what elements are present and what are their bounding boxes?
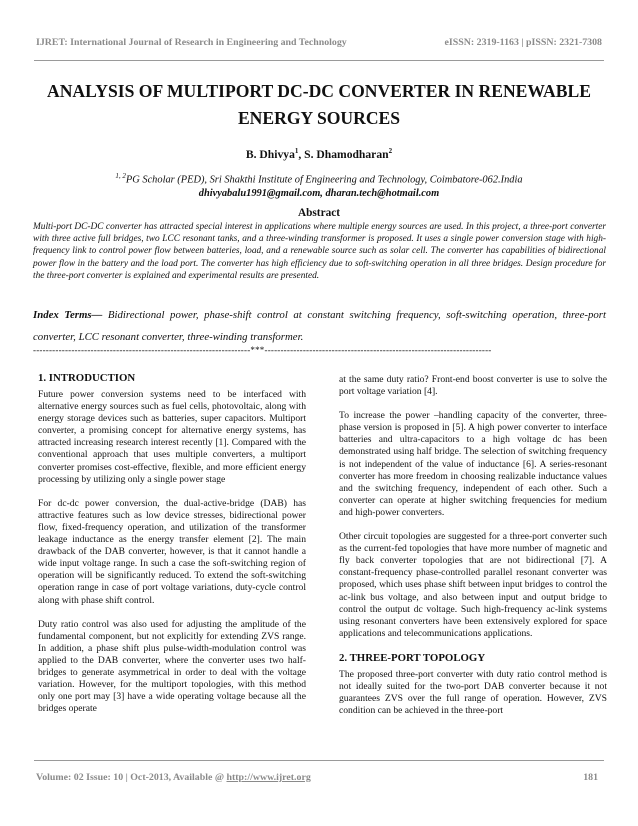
affiliation-superscript: 1, 2 xyxy=(115,172,126,180)
section-divider: --------------------------------------------------------------------***----------------------------------------------------------------------- xyxy=(33,345,492,355)
journal-name: IJRET: International Journal of Research in Engineering and Technology xyxy=(36,37,347,48)
affiliation-block xyxy=(40,169,598,201)
issn-info: eISSN: 2319-1163 | pISSN: 2321-7308 xyxy=(444,37,602,48)
author-line xyxy=(40,147,598,161)
index-terms-text: Bidirectional power, phase-shift control at constant switching frequency, soft-switching operation, three-port converter, LCC resonant converter, three-winding transformer. xyxy=(33,309,606,343)
author-superscript: 2 xyxy=(388,147,393,155)
abstract-heading: Abstract xyxy=(297,207,341,219)
header-rule xyxy=(34,60,604,61)
body-paragraph: at the same duty ratio? Front-end boost converter is use to solve the port voltage variation [4]. xyxy=(339,374,607,398)
author-superscript: 1 xyxy=(294,147,299,155)
body-paragraph: Future power conversion systems need to be interfaced with alternative energy sources such as fuel cells, photovoltaic, along with energy storage devices such as batteries, super capacitors. Multiport converter, a promising concept for alternative energy systems, has attracted increasing research interest recently [1]. Compared with the conventional approach that uses multiple converters, a multiport converter promises cost-effective, flexible, and more efficient energy processing by utilizing only a single power stage xyxy=(38,389,306,485)
author-separator: , xyxy=(298,147,305,161)
footer-rule xyxy=(34,760,604,761)
index-terms-label: Index Terms— xyxy=(33,309,103,321)
author-name: B. Dhivya xyxy=(245,147,295,161)
paper-title: ANALYSIS OF MULTIPORT DC-DC CONVERTER IN RENEWABLE ENERGY SOURCES xyxy=(47,81,591,128)
abstract-text: Multi-port DC-DC converter has attracted special interest in applications where multiple energy sources are used. In this project, a three-port converter with three active full bridges, two LCC resonant tanks, and a three-winding transformer is proposed. It uses a single power conversion stage with high-frequency link to control power flow between batteries, load, and a renewable source such as solar cell. The converter has capabilities of bidirectional power flow in the battery and the load port. The converter has high efficiency due to soft-switching operation in all three bridges. Design procedure for the three-port converter is explained and experimental results are presented. xyxy=(33,222,606,281)
left-column xyxy=(38,372,306,727)
section-heading: 2. THREE-PORT TOPOLOGY xyxy=(339,651,486,664)
footer-prefix: Volume: 02 Issue: 10 | Oct-2013, Available @ xyxy=(36,772,227,783)
section-heading: 1. INTRODUCTION xyxy=(38,372,136,384)
body-paragraph: Other circuit topologies are suggested for a three-port converter such as the current-fed topologies that have more number of magnetic and fly back converter topologies that are not bidirectional [7]. A constant-frequency phase-controlled parallel resonant converter was proposed, which uses phase shift between input bridges to control the ac-link bus voltage, and also between input and output bridge to control the output dc voltage. Such high-frequency ac-link systems using resonant converters have been extensively explored for space applications and telecommunications applications. xyxy=(339,531,607,639)
author-emails: dhivyabalu1991@gmail.com, dharan.tech@hotmail.com xyxy=(198,188,440,200)
right-column xyxy=(339,374,607,729)
body-paragraph: For dc-dc power conversion, the dual-active-bridge (DAB) has attractive features such as low device stresses, bidirectional power flow, fixed-frequency operation, and utilization of the transformer leakage inductance as the energy transfer element [2]. The main drawback of the DAB converter, however, is that it cannot handle a wide input voltage range. In such a case the soft-switching region of operation will be significantly reduced. To extend the soft-switching operation range in case of port voltage variations, duty-cycle control along with phase shift control. xyxy=(38,497,306,606)
body-paragraph: The proposed three-port converter with duty ratio control method is not ideally suited for the two-port DAB converter because it not guarantees ZVS over the full range of operation. However, ZVS condition can be achieved in the three-port xyxy=(339,668,607,717)
body-paragraph: To increase the power –handling capacity of the converter, three-phase version is proposed in [5]. A high power converter to interface batteries and ultra-capacitors to a high voltage dc has been demonstrated using half bridge. The selection of switching frequency is not independent of the value of inductance [6]. A series-resonant converter has more freedom in choosing realizable inductance values and the switching frequency, independent of each other. Such a converter can operate at higher switching frequencies for medium and high-power converters. xyxy=(339,410,607,518)
body-paragraph: Duty ratio control was also used for adjusting the amplitude of the fundamental component, but not explicitly for extending ZVS range. In addition, a phase shift plus pulse-width-modulation control was applied to the DAB converter, where the converter uses two half-bridges to generate asymmetrical in order to deal with the voltage variation. However, for the multiport topologies, with this method only one port may [3] have a wide operating voltage because all the bridges operate xyxy=(38,618,306,715)
page-number: 181 xyxy=(583,772,598,783)
affiliation: PG Scholar (PED), Sri Shakthi Institute of Engineering and Technology, Coimbatore-062.India xyxy=(125,174,523,186)
footer-volume-info xyxy=(36,772,311,783)
author-name: S. Dhamodharan xyxy=(304,147,389,161)
journal-link[interactable]: http://www.ijret.org xyxy=(226,772,311,783)
index-terms xyxy=(33,304,606,348)
